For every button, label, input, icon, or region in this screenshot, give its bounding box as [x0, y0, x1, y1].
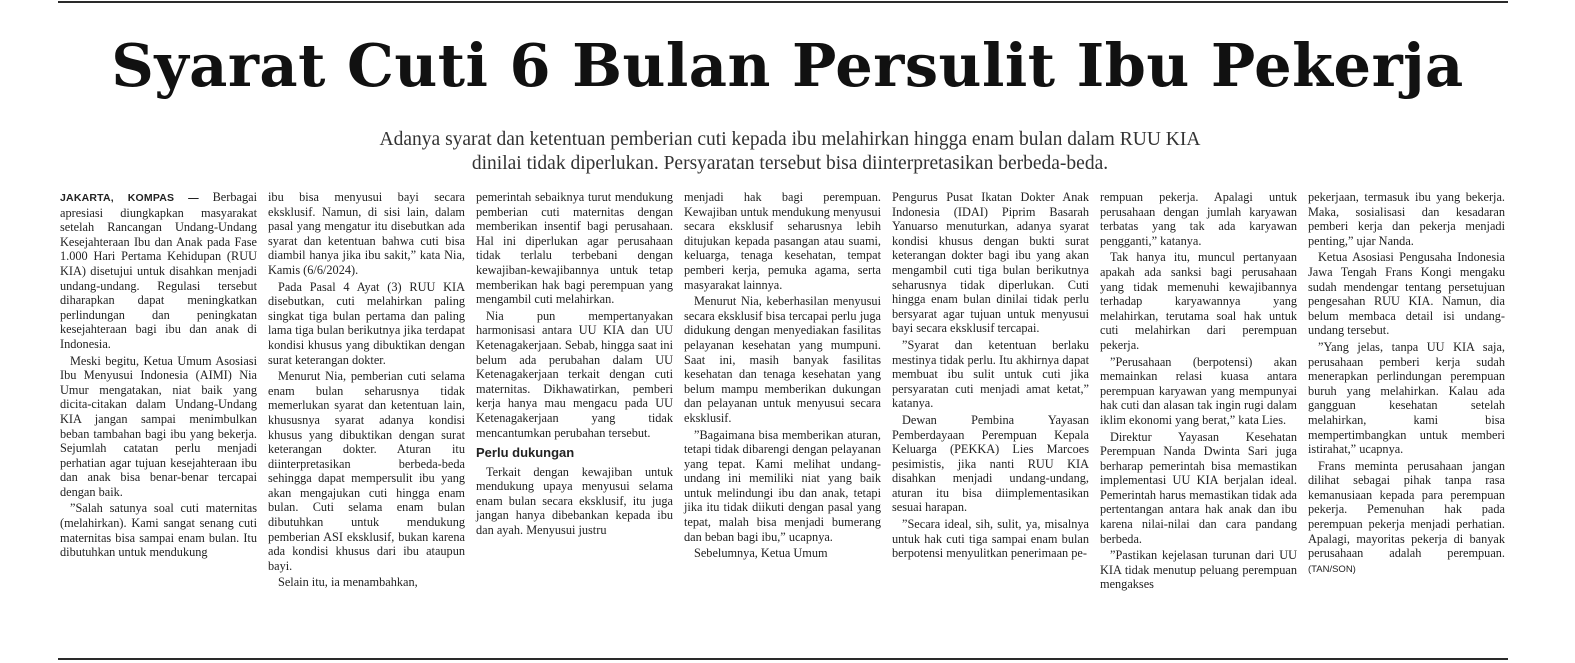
paragraph: Berbagai apresiasi diungkapkan masyarakat setelah Rancangan Undang-Undang Kesejahteraan Ibu dan Anak pada Fase 1.000 Hari Pertama Kehidupan (RUU KIA) disetujui untuk disahkan menjadi undang-undang. Regulasi tersebut diharapkan dapat meningkatkan perlindungan dan peningkatan kesejahteraan bagi ibu dan anak di Indonesia.	[60, 190, 257, 351]
paragraph: Sebelumnya, Ketua Umum	[694, 546, 828, 561]
headline: Syarat Cuti 6 Bulan Persulit Ibu Pekerja	[111, 31, 1464, 100]
paragraph: Meski begitu, Ketua Umum Asosiasi Ibu Menyusui Indonesia (AIMI) Nia Umur mengatakan, niat baik yang dicita-citakan dalam Undang-Undang KIA jangan sampai menimbulkan beban tambahan bagi ibu yang bekerja. Sejumlah catatan perlu menjadi perhatian agar tujuan kesejahteraan ibu dan anak bisa benar-benar tercapai dengan baik.	[60, 353, 257, 499]
paragraph: Terkait dengan kewajiban untuk mendukung upaya menyusui selama enam bulan secara eksklusif, itu juga jangan hanya dibebankan kepada ibu dan ayah. Menyusui justru	[476, 464, 673, 538]
paragraph: Pengurus Pusat Ikatan Dokter Anak Indonesia (IDAI) Piprim Basarah Yanuarso menuturkan, adanya syarat kondisi khusus dengan bukti surat keterangan dokter bagi ibu yang akan mengambil cuti tiga bulan berikutnya seharusnya tidak diperlukan. Cuti hingga enam bulan dinilai tidak perlu bersyarat agar tujuan untuk menyusui bayi secara eksklusif tercapai.	[892, 190, 1089, 336]
subheading: Perlu dukungan	[476, 445, 575, 461]
paragraph: ”Pastikan kejelasan turunan dari UU KIA tidak menutup peluang perempuan mengakses	[1100, 548, 1297, 592]
article-column-5	[892, 190, 1089, 563]
paragraph: Nia pun mempertanyakan harmonisasi antara UU KIA dan UU Ketenagakerjaan. Sebab, hingga saat ini belum ada perubahan dalam UU Ketenagakerjaan terkait dengan cuti maternitas. Dikhawatirkan, pemberi kerja hanya mau mengacu pada UU Ketenagakerjaan yang tidak mencantumkan perubahan tersebut.	[476, 308, 673, 440]
paragraph: ”Bagaimana bisa memberikan aturan, tetapi tidak dibarengi dengan pelayanan yang tepat. Kami melihat undang-undang ini memiliki niat yang baik untuk melindungi ibu dan anak, tetapi jika itu tidak diikuti dengan pasal yang tepat, malah bisa menjadi bumerang dan beban bagi ibu,” ucapnya.	[684, 427, 881, 544]
paragraph: pemerintah sebaiknya turut mendukung pemberian cuti maternitas dengan memberikan insentif bagi perusahaan. Hal ini diperlukan agar perusahaan tidak terlalu terbebani dengan kewajiban-kewajibannya untuk tetap memberikan hak bagi perempuan yang mengambil cuti melahirkan.	[476, 190, 673, 307]
article-column-3	[476, 190, 673, 540]
bottom-rule	[58, 658, 1508, 660]
byline-credit: (TAN/SON)	[1308, 563, 1356, 575]
article-column-1	[60, 190, 257, 562]
top-rule	[58, 1, 1508, 3]
paragraph: pekerjaan, termasuk ibu yang bekerja. Maka, sosialisasi dan kesadaran pemberi kerja dan pekerja menjadi penting,” ujar Nanda.	[1308, 190, 1505, 248]
paragraph: Ketua Asosiasi Pengusaha Indonesia Jawa Tengah Frans Kongi mengaku sudah mendengar tentang persetujuan pengesahan RUU KIA. Namun, dia belum membaca detail isi undang-undang tersebut.	[1308, 250, 1505, 338]
article-column-4	[684, 190, 881, 563]
paragraph: menjadi hak bagi perempuan. Kewajiban untuk mendukung menyusui secara eksklusif seharusnya lebih ditujukan kepada pasangan atau suami, keluarga, tenaga kesehatan, tempat pemberi kerja, pemuka agama, serta masyarakat lainnya.	[684, 190, 881, 292]
lead-line: Adanya syarat dan ketentuan pemberian cuti kepada ibu melahirkan hingga enam bulan dalam RUU KIA	[379, 129, 1201, 150]
article-column-7	[1308, 190, 1505, 579]
paragraph: Pada Pasal 4 Ayat (3) RUU KIA disebutkan, cuti melahirkan paling singkat tiga bulan pertama dan paling lama tiga bulan berikutnya jika terdapat kondisi khusus yang dibuktikan dengan surat keterangan dokter.	[268, 279, 465, 367]
paragraph: ”Secara ideal, sih, sulit, ya, misalnya untuk hak cuti tiga sampai enam bulan berpotensi menyulitkan penerimaan pe-	[892, 517, 1089, 561]
lead-line: dinilai tidak diperlukan. Persyaratan tersebut bisa diinterpretasikan berbeda-beda.	[471, 153, 1109, 174]
paragraph: Direktur Yayasan Kesehatan Perempuan Nanda Dwinta Sari juga berharap pemerintah bisa memastikan implementasi UU KIA berjalan ideal. Pemerintah harus memastikan tidak ada pertentangan antara hak anak dan ibu karena nilai-nilai dan cara pandang berbeda.	[1100, 429, 1297, 546]
paragraph: Menurut Nia, pemberian cuti selama enam bulan seharusnya tidak memerlukan syarat dan ketentuan lain, khususnya syarat adanya kondisi khusus yang dibuktikan dengan surat keterangan dokter. Aturan itu diinterpretasikan berbeda-beda sehingga dapat mempersulit ibu yang akan mengajukan cuti hingga enam bulan. Cuti selama enam bulan dibutuhkan untuk mendukung pemberian ASI eksklusif, bukan karena ada kondisi khusus dari ibu ataupun bayi.	[268, 369, 465, 573]
paragraph: Selain itu, ia menambahkan,	[278, 575, 418, 590]
paragraph: ”Salah satunya soal cuti maternitas (melahirkan). Kami sangat senang cuti maternitas bisa sampai enam bulan. Itu dibutuhkan untuk mendukung	[60, 501, 257, 560]
paragraph: Tak hanya itu, muncul pertanyaan apakah ada sanksi bagi perusahaan yang tidak memenuhi kewajibannya terhadap karyawannya yang melahirkan, terutama soal hak untuk cuti melahirkan dari perempuan pekerja.	[1100, 250, 1297, 352]
paragraph: ”Syarat dan ketentuan berlaku mestinya tidak perlu. Itu akhirnya dapat membuat ibu sulit untuk cuti jika persyaratan cuti menjadi amat ketat,” katanya.	[892, 337, 1089, 411]
paragraph: Menurut Nia, keberhasilan menyusui secara eksklusif bisa tercapai perlu juga didukung dengan menyediakan fasilitas pelayanan kesehatan yang mumpuni. Saat ini, masih banyak fasilitas kesehatan dan tenaga kesehatan yang belum mampu memberikan dukungan dan pelayanan untuk menyusui secara eksklusif.	[684, 294, 881, 425]
paragraph: rempuan pekerja. Apalagi untuk perusahaan dengan jumlah karyawan terbatas yang tak ada karyawan pengganti,” katanya.	[1100, 190, 1297, 248]
dateline: JAKARTA, KOMPAS —	[60, 192, 199, 204]
article-column-6	[1100, 190, 1297, 594]
paragraph: ”Perusahaan (berpotensi) akan memainkan relasi kuasa antara perempuan karyawan yang mempunyai hak cuti dan alasan tak ingin rugi dalam iklim ekonomi yang berat,” kata Lies.	[1100, 354, 1297, 427]
paragraph: Frans meminta perusahaan jangan dilihat sebagai pihak tanpa rasa kemanusiaan kepada para perempuan pekerja. Pemenuhan hak pada perempuan pekerja menjadi perhatian. Apalagi, mayoritas pekerja di banyak perusahaan adalah perempuan.	[1308, 458, 1505, 561]
article-column-2	[268, 190, 465, 592]
paragraph: ibu bisa menyusui bayi secara eksklusif. Namun, di sisi lain, dalam pasal yang mengatur itu disebutkan ada syarat dan ketentuan bahwa cuti bisa diambil hanya jika ibu sakit,” kata Nia, Kamis (6/6/2024).	[268, 190, 465, 277]
paragraph: ”Yang jelas, tanpa UU KIA saja, perusahaan pemberi kerja sudah menerapkan perlindungan perempuan buruh yang melahirkan. Kalau ada gangguan kesehatan setelah melahirkan, kami bisa mempertimbangkan untuk memberi istirahat,” ucapnya.	[1308, 339, 1505, 457]
lead-paragraph	[230, 128, 1350, 176]
paragraph: Dewan Pembina Yayasan Pemberdayaan Perempuan Kepala Keluarga (PEKKA) Lies Marcoes pesimistis, jika nanti RUU KIA disahkan menjadi undang-undang, aturan itu bisa diimplementasikan sesuai harapan.	[892, 412, 1089, 515]
